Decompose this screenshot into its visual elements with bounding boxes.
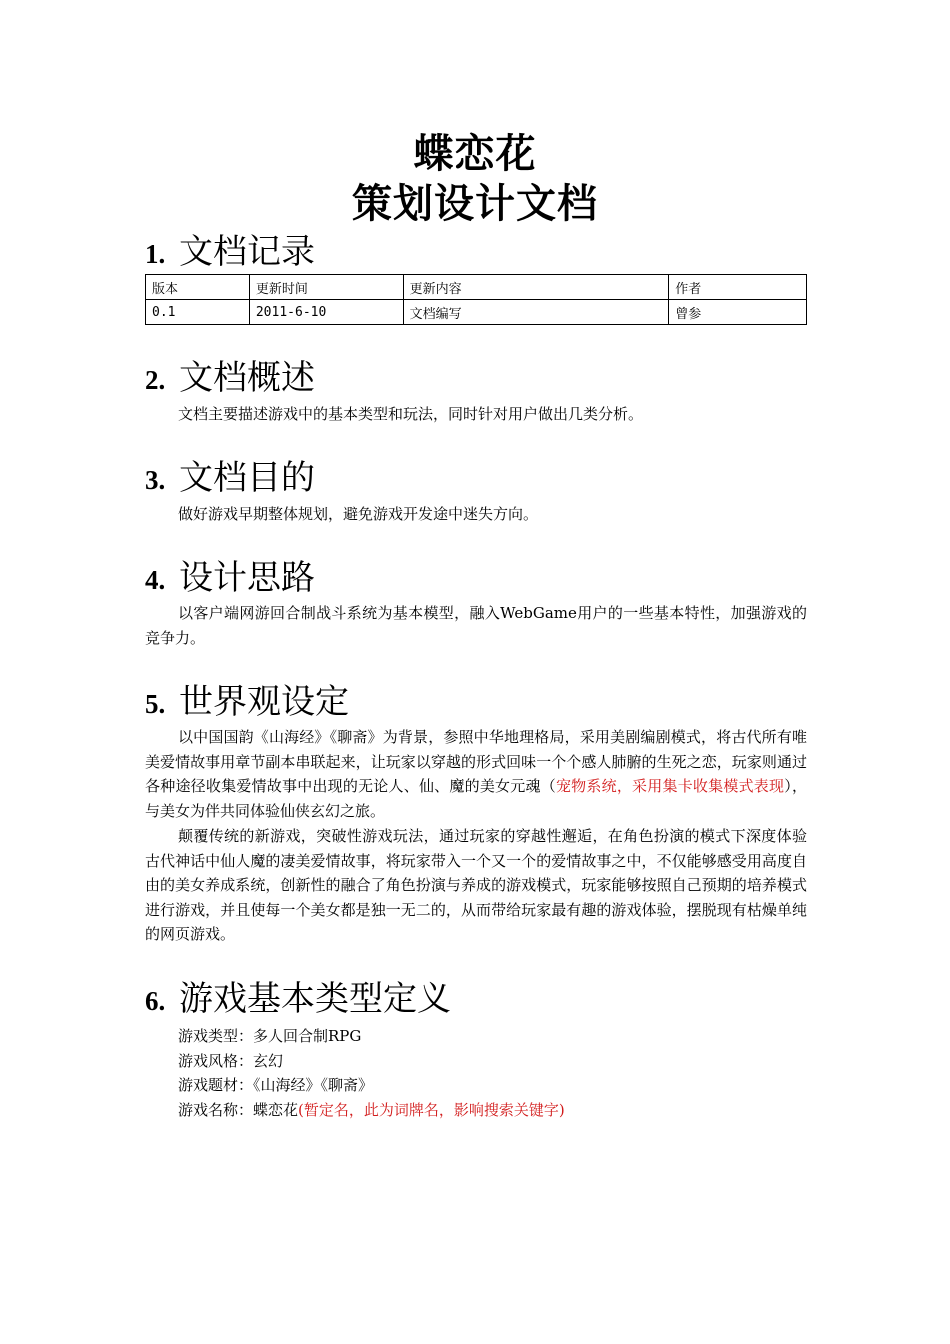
overview-paragraph: 文档主要描述游戏中的基本类型和玩法，同时针对用户做出几类分析。 <box>178 405 644 423</box>
cell-date: 2011-6-10 <box>249 300 403 325</box>
design-idea-paragraph: 以客户端网游回合制战斗系统为基本模型，融入WebGame用户的一些基本特性，加强游戏的竞争力。 <box>145 604 807 647</box>
section-number: 6. <box>145 986 166 1016</box>
header-cell-author: 作者 <box>669 275 807 300</box>
paragraph-text: ），与美女为伴共同体验仙侠玄幻之旅。 <box>145 777 807 820</box>
section-number: 5. <box>145 689 166 719</box>
section-heading-1 <box>145 230 315 276</box>
header-cell-version: 版本 <box>146 275 250 300</box>
section-title: 世界观设定 <box>179 682 349 722</box>
highlight-note: 宠物系统，采用集卡收集模式表现 <box>555 777 785 795</box>
table-header-row <box>146 275 807 300</box>
section-heading-6 <box>145 977 451 1023</box>
game-style-line: 游戏风格：玄幻 <box>178 1052 284 1070</box>
doc-title: 蝶恋花 <box>413 130 537 177</box>
doc-subtitle: 策划设计文档 <box>352 180 598 227</box>
section-number: 3. <box>145 465 166 495</box>
cell-author: 曾参 <box>669 300 807 325</box>
section-number: 2. <box>145 365 166 395</box>
section-heading-5 <box>145 680 349 726</box>
cell-content: 文档编写 <box>403 300 669 325</box>
section-heading-4 <box>145 556 315 602</box>
cell-version: 0.1 <box>146 300 250 325</box>
section-title: 设计思路 <box>179 558 315 598</box>
game-theme-line: 游戏题材：《山海经》《聊斋》 <box>178 1076 374 1094</box>
section-title: 游戏基本类型定义 <box>179 979 451 1019</box>
game-name-note: (暂定名，此为词牌名，影响搜索关键字) <box>298 1101 565 1119</box>
section-heading-2 <box>145 356 315 402</box>
section-number: 4. <box>145 565 166 595</box>
section-title: 文档目的 <box>179 458 315 498</box>
table-row <box>146 300 807 325</box>
game-type-line: 游戏类型：多人回合制RPG <box>178 1027 362 1045</box>
header-cell-date: 更新时间 <box>249 275 403 300</box>
section-title: 文档概述 <box>179 358 315 398</box>
header-cell-content: 更新内容 <box>403 275 669 300</box>
section-heading-3 <box>145 456 315 502</box>
worldview-paragraph-1 <box>145 725 807 823</box>
worldview-paragraph-2: 颠覆传统的新游戏，突破性游戏玩法，通过玩家的穿越性邂逅，在角色扮演的模式下深度体验古代神话中仙人魔的凄美爱情故事，将玩家带入一个又一个的爱情故事之中，不仅能够感受用高度自由的美女养成系统，创新性的融合了角色扮演与养成的游戏模式，玩家能够按照自己预期的培养模式进行游戏，并且使每一个美女都是独一无二的，从而带给玩家最有趣的游戏体验，摆脱现有枯燥单纯的网页游戏。 <box>145 827 807 943</box>
section-number: 1. <box>145 239 166 269</box>
record-table <box>145 274 807 325</box>
section-title: 文档记录 <box>179 232 315 272</box>
paragraph-text: 以中国国韵《山海经》《聊斋》为背景，参照中华地理格局，采用美剧编剧模式，将古代所有唯美爱情故事用章节副本串联起来，让玩家以穿越的形式回味一个个感人肺腑的生死之恋，玩家则通过各种途径收集爱情故事中出现的无论人、仙、魔的美女元魂（ <box>145 728 807 795</box>
game-name-line <box>178 1098 565 1122</box>
purpose-paragraph: 做好游戏早期整体规划，避免游戏开发途中迷失方向。 <box>178 505 539 523</box>
game-name-label: 游戏名称：蝶恋花 <box>178 1101 299 1119</box>
